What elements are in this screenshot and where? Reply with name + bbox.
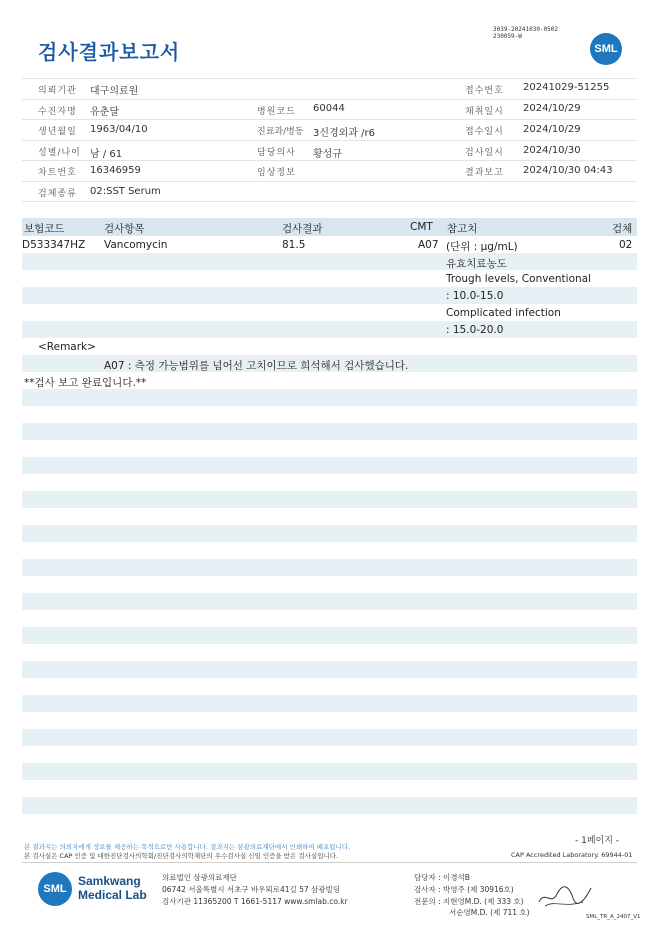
dept-value: 3신경외과 /r6 <box>313 128 376 139</box>
sex-age-value: 남 / 61 <box>90 149 123 160</box>
remark-title: <Remark> <box>38 341 96 353</box>
ref-line: : 10.0-15.0 <box>446 290 504 302</box>
doctor-label: 담당의사 <box>257 148 296 158</box>
header-specimen: 검체 <box>612 223 633 235</box>
ref-line: (단위 : µg/mL) <box>446 241 518 253</box>
row-stripe <box>22 525 637 542</box>
footer-notice-1: 본 결과지는 의뢰자에게 정보를 제공하는 목적으로만 사용합니다. 결과지는 삼광의료재단에서 인쇄하여 배포됩니다. <box>24 843 351 851</box>
sex-age-label: 성별/나이 <box>38 148 81 158</box>
samkwang-logo-icon: SML <box>38 872 72 906</box>
result-specimen: 02 <box>619 239 633 251</box>
page-number: - 1페이지 - <box>575 836 620 846</box>
receipt-no-label: 접수번호 <box>465 86 504 96</box>
patient-label: 수진자명 <box>38 107 77 117</box>
receipt-no-value: 20241029-51255 <box>523 82 610 93</box>
ref-line: : 15.0-20.0 <box>446 324 504 336</box>
staff-manager: 담당자 : 이경석B <box>414 873 470 882</box>
header-item: 검사항목 <box>104 223 145 235</box>
info-divider <box>22 140 637 141</box>
hospital-code-value: 60044 <box>313 103 345 114</box>
test-date-value: 2024/10/30 <box>523 145 581 156</box>
chart-value: 16346959 <box>90 165 141 176</box>
org-address: 06742 서울특별시 서초구 바우뫼로41길 57 삼광빌딩 <box>162 885 341 894</box>
row-stripe <box>22 253 637 270</box>
staff-tester: 검사자 : 박영주 (제 30916호) <box>414 885 514 894</box>
document-number-line1: 3039-20241030-0502 <box>493 26 559 33</box>
ref-line: 유효치료농도 <box>446 258 507 270</box>
ref-line: Trough levels, Conventional <box>446 273 592 285</box>
receipt-date-label: 접수일시 <box>465 127 504 137</box>
result-value: 81.5 <box>282 239 306 251</box>
row-stripe <box>22 491 637 508</box>
chart-label: 차트번호 <box>38 168 77 178</box>
header-code: 보험코드 <box>24 223 65 235</box>
footer-divider <box>22 862 637 863</box>
row-stripe <box>22 797 637 814</box>
clinical-label: 임상정보 <box>257 168 296 178</box>
org-contact: 검사기관 11365200 T 1661-5117 www.smlab.co.kr <box>162 897 348 906</box>
row-stripe <box>22 593 637 610</box>
cap-accreditation: CAP Accredited Laboratory. 69944-01 <box>511 851 633 859</box>
info-divider <box>22 181 637 182</box>
specimen-value: 02:SST Serum <box>90 186 161 197</box>
birth-value: 1963/04/10 <box>90 124 148 135</box>
info-divider <box>22 99 637 100</box>
info-divider <box>22 78 637 79</box>
row-stripe <box>22 423 637 440</box>
header-cmt: CMT <box>410 221 433 233</box>
result-code: D533347HZ <box>22 239 86 251</box>
logo-line-2: Medical Lab <box>78 888 147 902</box>
row-stripe <box>22 661 637 678</box>
result-cmt: A07 <box>418 239 439 251</box>
row-stripe <box>22 287 637 304</box>
doctor-value: 황성규 <box>313 149 342 160</box>
row-stripe <box>22 763 637 780</box>
ref-line: Complicated infection <box>446 307 561 319</box>
patient-value: 유춘달 <box>90 107 119 118</box>
collect-date-label: 채취일시 <box>465 107 504 117</box>
birth-label: 생년월일 <box>38 127 77 137</box>
hospital-code-label: 병원코드 <box>257 107 296 117</box>
info-divider <box>22 119 637 120</box>
agency-value: 대구의료원 <box>90 86 139 97</box>
info-divider <box>22 201 637 202</box>
collect-date-value: 2024/10/29 <box>523 103 581 114</box>
info-divider <box>22 160 637 161</box>
samkwang-logo-text <box>78 874 147 902</box>
logo-line-1: Samkwang <box>78 874 141 888</box>
staff-specialist-2: 서순영M.D. (제 711 호) <box>449 908 530 917</box>
report-complete-note: **검사 보고 완료입니다.** <box>24 377 147 389</box>
remark-text: A07 : 측정 가능범위를 넘어선 고치이므로 희석해서 검사했습니다. <box>104 360 409 372</box>
footer-notice-2: 본 검사실은 CAP 인증 및 대한진단검사의학회/진단검사의학재단의 우수검사실 신임 인증을 받은 검사실입니다. <box>24 852 339 860</box>
dept-label: 진료과/병동 <box>257 127 304 137</box>
agency-label: 의뢰기관 <box>38 86 77 96</box>
row-stripe <box>22 695 637 712</box>
document-number <box>493 26 558 40</box>
staff-specialist-1: 전문의 : 지현영M.D. (제 333 호) <box>414 897 524 906</box>
document-number-line2: 230059-W <box>493 33 522 40</box>
report-title: 검사결과보고서 <box>38 40 181 64</box>
org-name: 의료법인 삼광의료재단 <box>162 873 237 882</box>
form-code: SML_TR_A_2407_V1 <box>586 914 641 920</box>
row-stripe <box>22 627 637 644</box>
report-date-label: 결과보고 <box>465 168 504 178</box>
specimen-label: 검체종류 <box>38 189 77 199</box>
sml-logo: SML <box>590 33 622 65</box>
row-stripe <box>22 729 637 746</box>
header-ref: 참고치 <box>447 223 478 235</box>
test-date-label: 검사일시 <box>465 148 504 158</box>
receipt-date-value: 2024/10/29 <box>523 124 581 135</box>
row-stripe <box>22 389 637 406</box>
header-result: 검사결과 <box>282 223 323 235</box>
signature-image <box>535 880 595 910</box>
result-item: Vancomycin <box>104 239 168 251</box>
report-date-value: 2024/10/30 04:43 <box>523 165 613 176</box>
row-stripe <box>22 559 637 576</box>
row-stripe <box>22 321 637 338</box>
row-stripe <box>22 457 637 474</box>
